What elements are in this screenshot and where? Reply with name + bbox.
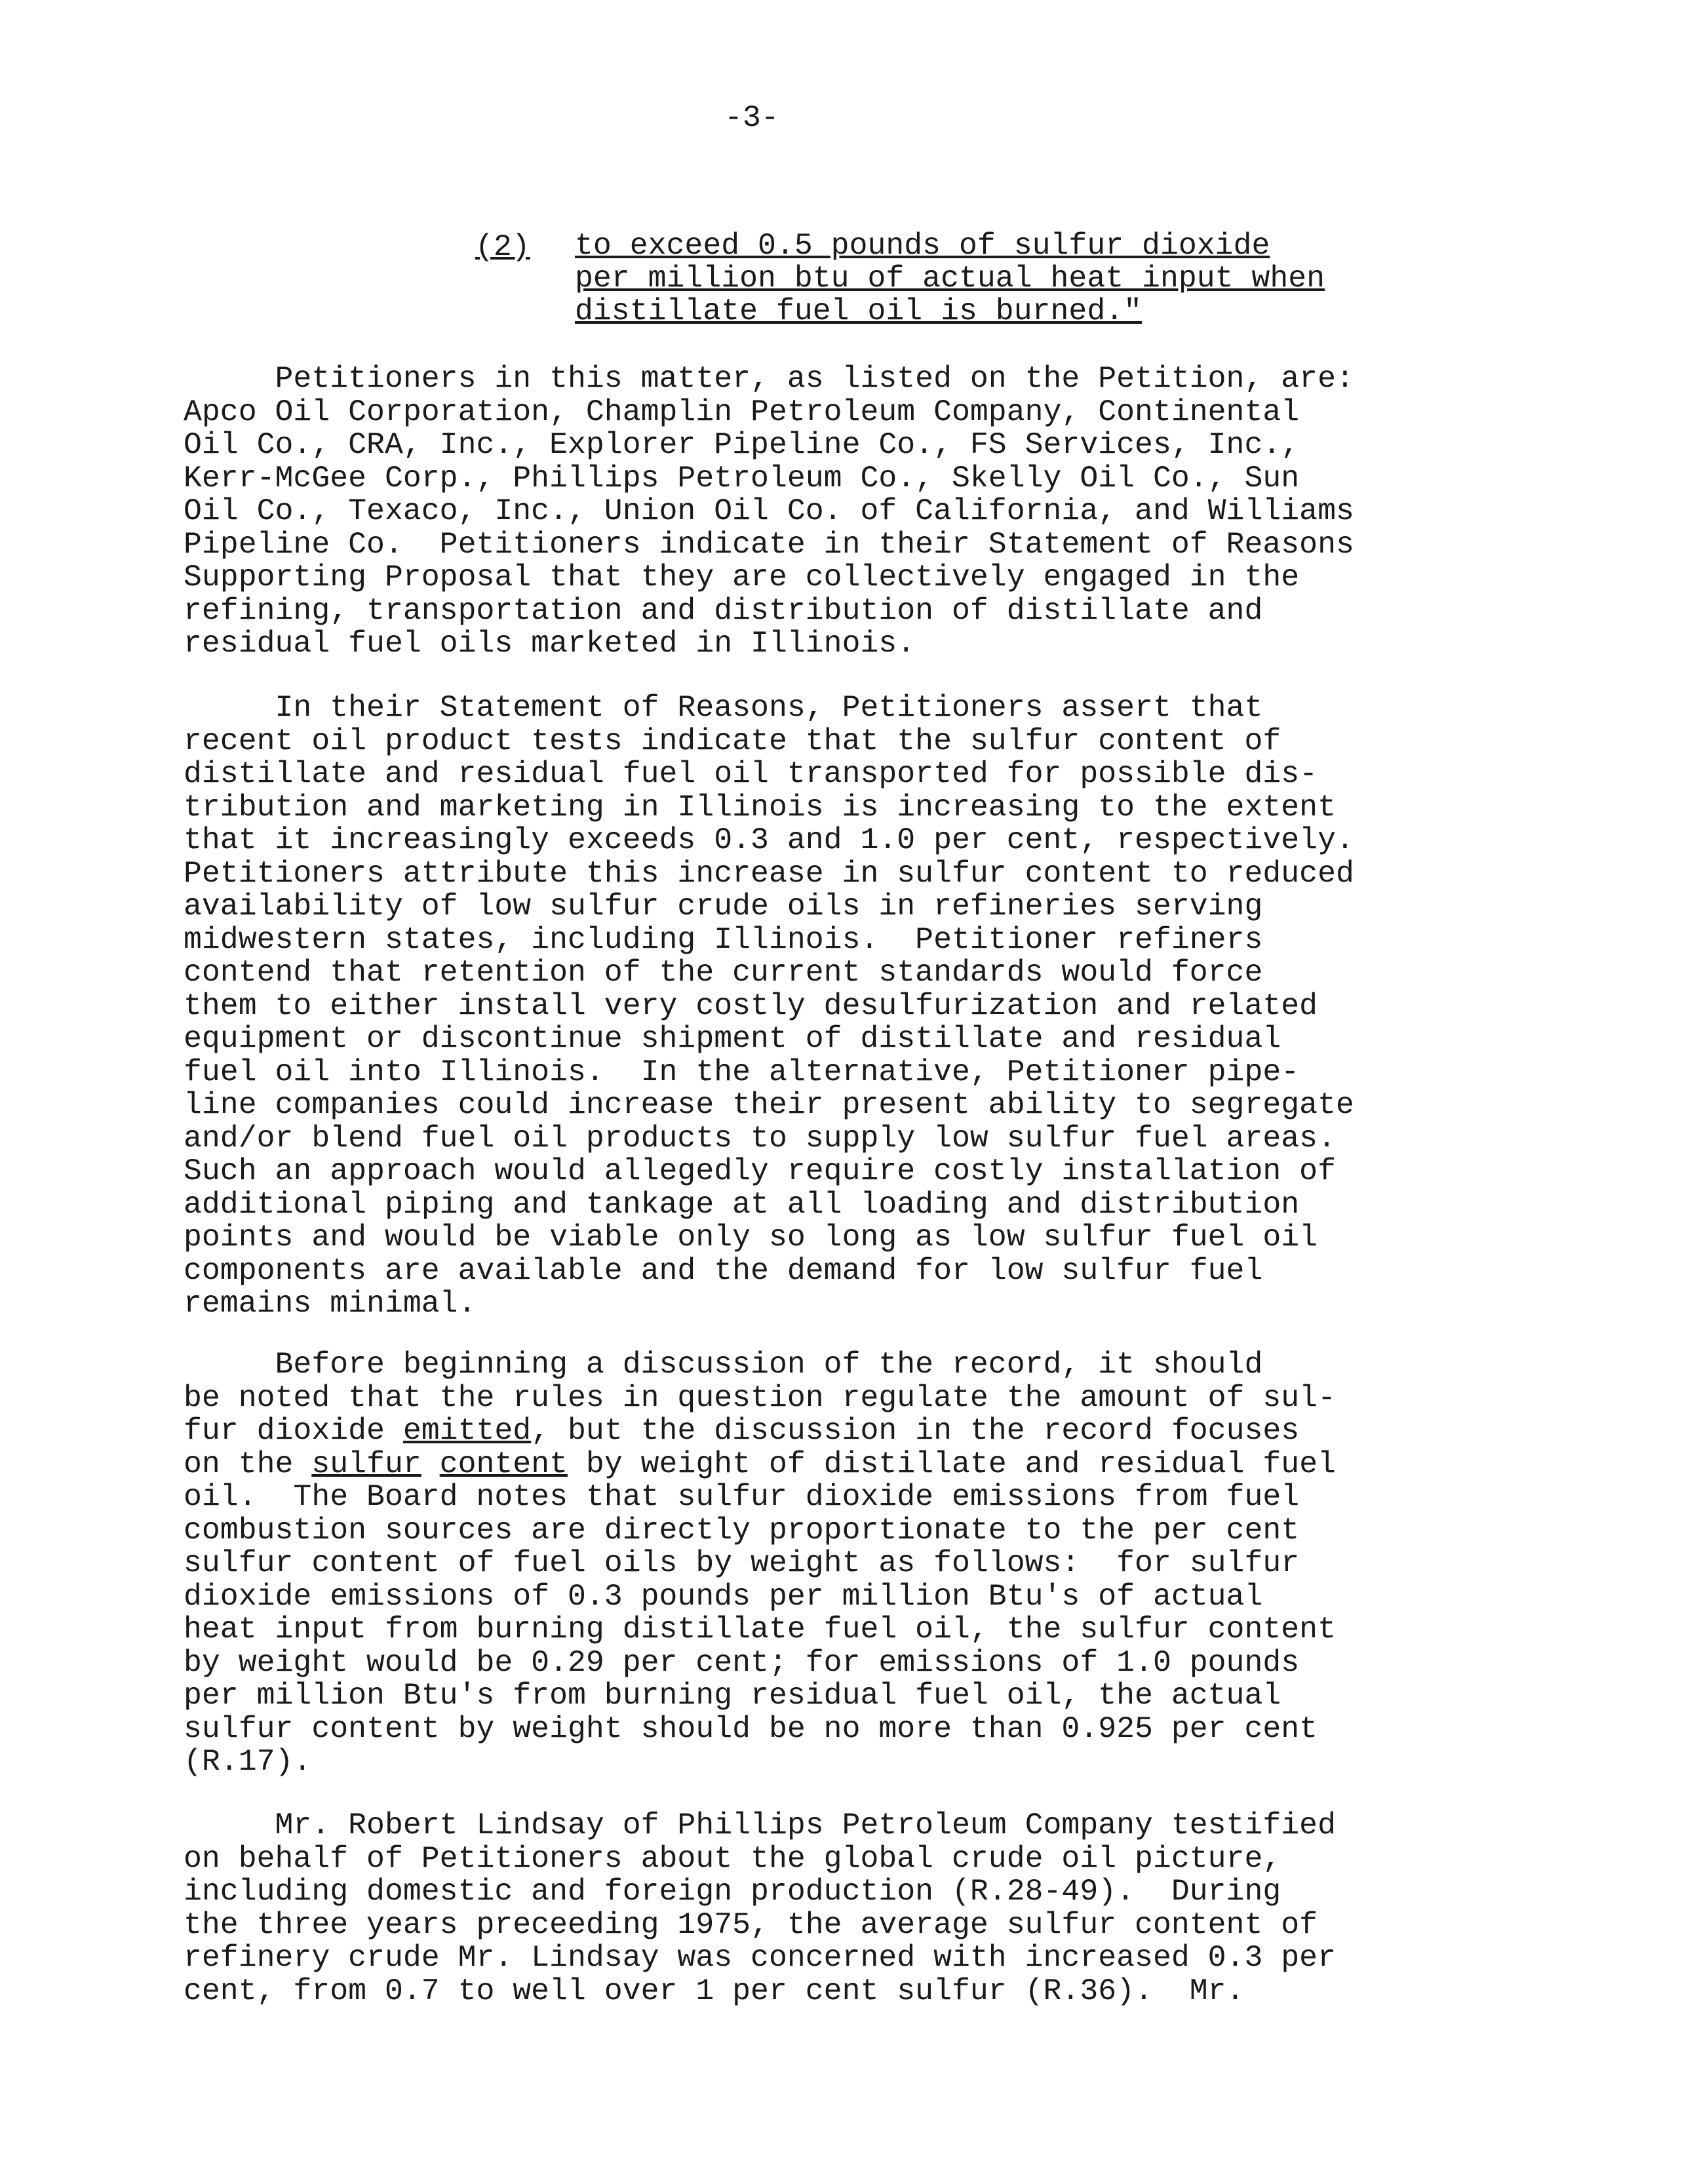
text-line: Such an approach would allegedly require costly installation of — [184, 1154, 1336, 1188]
text-line: midwestern states, including Illinois. Petitioner refiners — [184, 922, 1263, 957]
text-span: , but the discussion in the record focuses — [531, 1413, 1300, 1448]
text-line: In their Statement of Reasons, Petitioners assert that — [184, 690, 1263, 725]
text-line: Oil Co., CRA, Inc., Explorer Pipeline Co., FS Services, Inc., — [184, 427, 1300, 462]
text-line: Kerr-McGee Corp., Phillips Petroleum Co., Skelly Oil Co., Sun — [184, 460, 1300, 496]
paragraph-record-discussion — [184, 1348, 1481, 1779]
text-line: recent oil product tests indicate that the sulfur content of — [184, 723, 1281, 758]
paragraph-petitioners — [184, 362, 1481, 661]
quote-item-number: (2) — [475, 229, 530, 264]
text-line: on behalf of Petitioners about the global crude oil picture, — [184, 1841, 1281, 1876]
text-line: Mr. Robert Lindsay of Phillips Petroleum Company testified — [184, 1808, 1336, 1843]
text-line: (R.17). — [184, 1744, 312, 1779]
text-line: cent, from 0.7 to well over 1 per cent sulfur (R.36). Mr. — [184, 1973, 1245, 2008]
text-line: Supporting Proposal that they are collectively engaged in the — [184, 560, 1300, 595]
text-line: dioxide emissions of 0.3 pounds per million Btu's of actual — [184, 1578, 1263, 1614]
text-line: components are available and the demand for low sulfur fuel — [184, 1253, 1263, 1288]
text-span: fur dioxide — [184, 1413, 403, 1448]
text-line: points and would be viable only so long as low sulfur fuel oil — [184, 1220, 1318, 1255]
text-line: Before beginning a discussion of the record, it should — [184, 1347, 1263, 1382]
text-line: Petitioners in this matter, as listed on the Petition, are: — [184, 361, 1354, 396]
text-line: refinery crude Mr. Lindsay was concerned with increased 0.3 per — [184, 1940, 1336, 1975]
page-number: -3- — [724, 100, 779, 135]
underlined-term: content — [439, 1446, 568, 1481]
text-line: Pipeline Co. Petitioners indicate in their Statement of Reasons — [184, 526, 1354, 562]
text-span: by weight of distillate and residual fuel — [568, 1446, 1337, 1481]
text-line: by weight would be 0.29 per cent; for emissions of 1.0 pounds — [184, 1645, 1300, 1680]
text-line: sulfur content of fuel oils by weight as follows: for sulfur — [184, 1546, 1300, 1580]
text-line: Petitioners attribute this increase in sulfur content to reduced — [184, 855, 1354, 891]
underlined-term: emitted — [402, 1413, 532, 1448]
text-line: equipment or discontinue shipment of distillate and residual — [184, 1021, 1281, 1056]
text-line: heat input from burning distillate fuel oil, the sulfur content — [184, 1612, 1336, 1647]
text-line: per million Btu's from burning residual fuel oil, the actual — [184, 1678, 1281, 1713]
text-line: tribution and marketing in Illinois is increasing to the extent — [184, 789, 1336, 825]
text-line: refining, transportation and distribution of distillate and — [184, 593, 1263, 628]
quote-line: distillate fuel oil is burned." — [575, 294, 1142, 328]
text-line: residual fuel oils marketed in Illinois. — [184, 626, 916, 661]
text-span — [421, 1447, 440, 1481]
text-line: contend that retention of the current standards would force — [184, 955, 1263, 990]
quote-line: per million btu of actual heat input when — [575, 261, 1325, 296]
text-line: oil. The Board notes that sulfur dioxide emissions from fuel — [184, 1479, 1300, 1514]
paragraph-lindsay-testimony — [184, 1809, 1481, 2008]
text-line — [184, 1414, 1481, 1448]
text-line: Apco Oil Corporation, Champlin Petroleum Company, Continental — [184, 394, 1300, 429]
text-line: combustion sources are directly proportionate to the per cent — [184, 1512, 1300, 1548]
underlined-term: sulfur — [311, 1446, 421, 1481]
text-line: and/or blend fuel oil products to supply low sulfur fuel areas. — [184, 1120, 1336, 1156]
text-line: be noted that the rules in question regulate the amount of sul- — [184, 1380, 1336, 1415]
text-line — [184, 1448, 1481, 1481]
paragraph-statement-of-reasons — [184, 692, 1481, 1321]
text-line: sulfur content by weight should be no more than 0.925 per cent — [184, 1711, 1318, 1746]
text-line: including domestic and foreign production (R.28-49). During — [184, 1874, 1281, 1909]
quoted-rule — [475, 229, 1406, 328]
text-line: availability of low sulfur crude oils in refineries serving — [184, 889, 1263, 924]
text-line: them to either install very costly desulfurization and related — [184, 988, 1318, 1023]
text-line: that it increasingly exceeds 0.3 and 1.0 per cent, respectively. — [184, 823, 1354, 857]
quote-text — [575, 229, 1325, 328]
text-line: remains minimal. — [184, 1286, 477, 1321]
text-line: Oil Co., Texaco, Inc., Union Oil Co. of California, and Williams — [184, 494, 1354, 528]
quote-line: to exceed 0.5 pounds of sulfur dioxide — [575, 228, 1270, 263]
text-span: on the — [184, 1446, 312, 1481]
text-line: line companies could increase their present ability to segregate — [184, 1087, 1354, 1122]
text-line: additional piping and tankage at all loading and distribution — [184, 1186, 1300, 1222]
text-line: fuel oil into Illinois. In the alternative, Petitioner pipe- — [184, 1054, 1300, 1089]
text-line: the three years preceeding 1975, the average sulfur content of — [184, 1907, 1318, 1942]
text-line: distillate and residual fuel oil transported for possible dis- — [184, 756, 1318, 791]
